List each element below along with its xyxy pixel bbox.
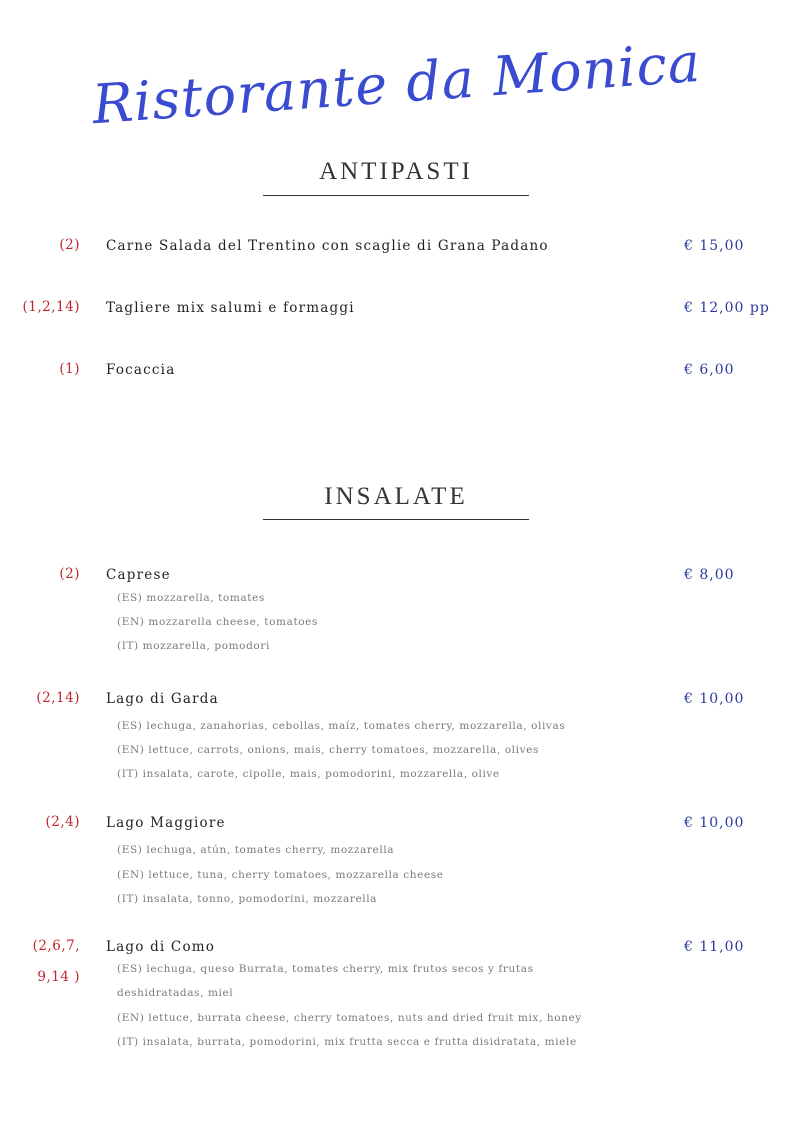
dish-description: (IT) insalata, carote, cipolle, mais, pomodorini, mozzarella, olive: [117, 768, 500, 780]
dish-price: € 8,00: [684, 567, 735, 583]
dish-name: Focaccia: [106, 362, 176, 378]
restaurant-name: Ristorante da Monica: [90, 30, 703, 137]
section-divider: [263, 195, 529, 196]
dish-name: Caprese: [106, 567, 171, 583]
allergen-codes: (2): [59, 237, 80, 253]
dish-description: (IT) insalata, tonno, pomodorini, mozzarella: [117, 893, 378, 905]
allergen-codes: (2,14): [36, 690, 80, 706]
section-heading-insalate: INSALATE: [324, 483, 468, 510]
dish-description: (IT) mozzarella, pomodori: [117, 640, 270, 652]
dish-description: (IT) insalata, burrata, pomodorini, mix frutta secca e frutta disidratata, miele: [117, 1036, 577, 1048]
section-divider: [263, 519, 529, 520]
allergen-codes: 9,14 ): [37, 969, 80, 985]
dish-name: Lago Maggiore: [106, 815, 226, 831]
dish-price: € 10,00: [684, 691, 745, 707]
dish-description: (ES) lechuga, zanahorias, cebollas, maíz, tomates cherry, mozzarella, olivas: [117, 720, 566, 732]
allergen-codes: (1,2,14): [22, 299, 80, 315]
dish-description: (EN) lettuce, burrata cheese, cherry tomatoes, nuts and dried fruit mix, honey: [117, 1012, 582, 1024]
dish-description: (EN) mozzarella cheese, tomatoes: [117, 616, 318, 628]
dish-name: Lago di Garda: [106, 691, 219, 707]
dish-description: (ES) lechuga, atún, tomates cherry, mozzarella: [117, 844, 395, 856]
dish-description: (ES) mozzarella, tomates: [117, 592, 265, 604]
restaurant-logo: [0, 20, 794, 150]
dish-price: € 11,00: [684, 939, 745, 955]
dish-description: (EN) lettuce, tuna, cherry tomatoes, mozzarella cheese: [117, 869, 444, 881]
allergen-codes: (1): [59, 361, 80, 377]
dish-price: € 12,00 pp: [684, 300, 770, 316]
dish-description: deshidratadas, miel: [117, 987, 234, 999]
dish-price: € 10,00: [684, 815, 745, 831]
dish-description: (EN) lettuce, carrots, onions, mais, cherry tomatoes, mozzarella, olives: [117, 744, 539, 756]
dish-name: Carne Salada del Trentino con scaglie di Grana Padano: [106, 238, 549, 254]
dish-description: (ES) lechuga, queso Burrata, tomates cherry, mix frutos secos y frutas: [117, 963, 534, 975]
allergen-codes: (2,4): [45, 814, 80, 830]
dish-name: Tagliere mix salumi e formaggi: [106, 300, 355, 316]
dish-name: Lago di Como: [106, 939, 216, 955]
dish-price: € 15,00: [684, 238, 745, 254]
section-heading-antipasti: ANTIPASTI: [319, 158, 473, 185]
allergen-codes: (2): [59, 566, 80, 582]
allergen-codes: (2,6,7,: [32, 938, 80, 954]
dish-price: € 6,00: [684, 362, 735, 378]
